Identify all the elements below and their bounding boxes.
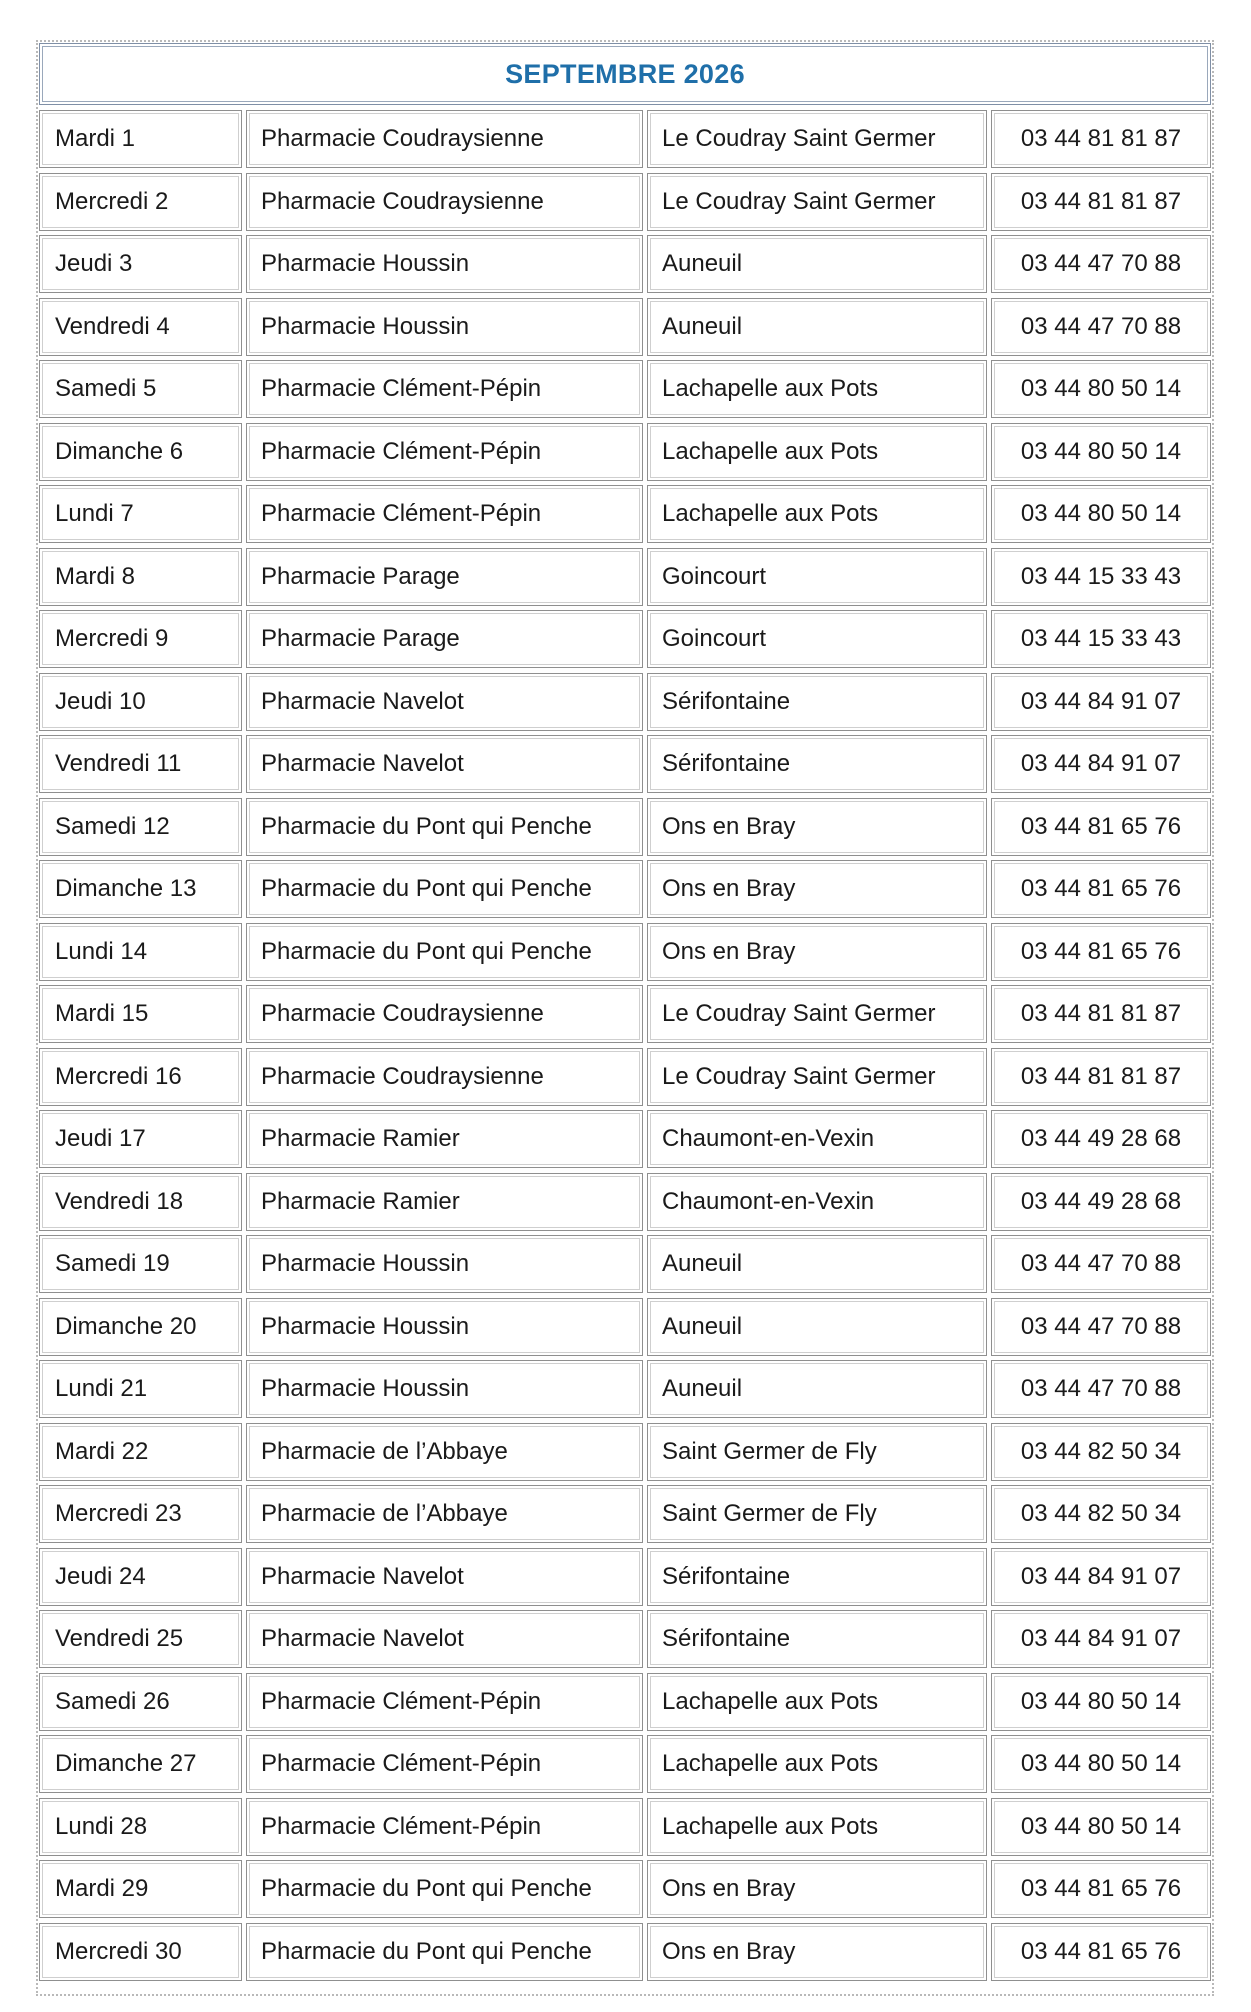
phone-cell: 03 44 81 65 76 [991, 798, 1211, 856]
town-cell: Lachapelle aux Pots [647, 423, 987, 481]
day-cell: Samedi 12 [39, 798, 242, 856]
town-cell: Goincourt [647, 610, 987, 668]
day-cell: Lundi 14 [39, 923, 242, 981]
pharmacy-name-cell: Pharmacie Navelot [246, 735, 643, 793]
town-cell: Ons en Bray [647, 1860, 987, 1918]
phone-cell: 03 44 81 81 87 [991, 110, 1211, 168]
town-cell: Lachapelle aux Pots [647, 360, 987, 418]
phone-cell: 03 44 84 91 07 [991, 673, 1211, 731]
town-cell: Saint Germer de Fly [647, 1423, 987, 1481]
phone-cell: 03 44 15 33 43 [991, 548, 1211, 606]
town-cell: Auneuil [647, 1360, 987, 1418]
table-row [39, 1798, 1211, 1856]
table-row [39, 1360, 1211, 1418]
phone-cell: 03 44 80 50 14 [991, 1735, 1211, 1793]
day-cell: Mardi 29 [39, 1860, 242, 1918]
phone-cell: 03 44 80 50 14 [991, 1673, 1211, 1731]
town-cell: Auneuil [647, 235, 987, 293]
town-cell: Auneuil [647, 298, 987, 356]
town-cell: Lachapelle aux Pots [647, 1735, 987, 1793]
table-row [39, 1423, 1211, 1481]
table-row [39, 1110, 1211, 1168]
phone-cell: 03 44 81 65 76 [991, 860, 1211, 918]
table-row [39, 735, 1211, 793]
day-cell: Samedi 19 [39, 1235, 242, 1293]
pharmacy-name-cell: Pharmacie Ramier [246, 1110, 643, 1168]
pharmacy-name-cell: Pharmacie du Pont qui Penche [246, 923, 643, 981]
town-cell: Sérifontaine [647, 1548, 987, 1606]
town-cell: Ons en Bray [647, 798, 987, 856]
town-cell: Le Coudray Saint Germer [647, 173, 987, 231]
phone-cell: 03 44 82 50 34 [991, 1423, 1211, 1481]
pharmacy-name-cell: Pharmacie Navelot [246, 1548, 643, 1606]
pharmacy-name-cell: Pharmacie Coudraysienne [246, 110, 643, 168]
phone-cell: 03 44 47 70 88 [991, 1298, 1211, 1356]
day-cell: Mercredi 2 [39, 173, 242, 231]
town-cell: Le Coudray Saint Germer [647, 985, 987, 1043]
title-box [39, 43, 1211, 105]
town-cell: Auneuil [647, 1298, 987, 1356]
town-cell: Sérifontaine [647, 735, 987, 793]
town-cell: Goincourt [647, 548, 987, 606]
day-cell: Mardi 1 [39, 110, 242, 168]
table-row [39, 423, 1211, 481]
town-cell: Lachapelle aux Pots [647, 1798, 987, 1856]
table-row [39, 1485, 1211, 1543]
day-cell: Jeudi 17 [39, 1110, 242, 1168]
day-cell: Dimanche 27 [39, 1735, 242, 1793]
day-cell: Jeudi 3 [39, 235, 242, 293]
phone-cell: 03 44 81 65 76 [991, 923, 1211, 981]
pharmacy-name-cell: Pharmacie Houssin [246, 1235, 643, 1293]
table-row [39, 1673, 1211, 1731]
table-row [39, 860, 1211, 918]
table-row [39, 610, 1211, 668]
phone-cell: 03 44 84 91 07 [991, 735, 1211, 793]
town-cell: Chaumont-en-Vexin [647, 1173, 987, 1231]
phone-cell: 03 44 80 50 14 [991, 1798, 1211, 1856]
pharmacy-name-cell: Pharmacie Houssin [246, 298, 643, 356]
phone-cell: 03 44 49 28 68 [991, 1110, 1211, 1168]
day-cell: Mardi 8 [39, 548, 242, 606]
phone-cell: 03 44 47 70 88 [991, 1360, 1211, 1418]
pharmacy-name-cell: Pharmacie du Pont qui Penche [246, 1923, 643, 1981]
town-cell: Sérifontaine [647, 673, 987, 731]
table-row [39, 1548, 1211, 1606]
table-row [39, 1235, 1211, 1293]
day-cell: Jeudi 24 [39, 1548, 242, 1606]
day-cell: Vendredi 4 [39, 298, 242, 356]
pharmacy-name-cell: Pharmacie Navelot [246, 1610, 643, 1668]
phone-cell: 03 44 81 81 87 [991, 173, 1211, 231]
pharmacy-name-cell: Pharmacie de l’Abbaye [246, 1485, 643, 1543]
day-cell: Samedi 26 [39, 1673, 242, 1731]
phone-cell: 03 44 80 50 14 [991, 360, 1211, 418]
town-cell: Ons en Bray [647, 1923, 987, 1981]
town-cell: Lachapelle aux Pots [647, 485, 987, 543]
pharmacy-name-cell: Pharmacie Navelot [246, 673, 643, 731]
table-row [39, 1923, 1211, 1981]
day-cell: Dimanche 20 [39, 1298, 242, 1356]
table-row [39, 360, 1211, 418]
day-cell: Samedi 5 [39, 360, 242, 418]
pharmacy-name-cell: Pharmacie Coudraysienne [246, 985, 643, 1043]
pharmacy-name-cell: Pharmacie Clément-Pépin [246, 360, 643, 418]
table-row [39, 298, 1211, 356]
page-title: SEPTEMBRE 2026 [505, 58, 745, 89]
phone-cell: 03 44 84 91 07 [991, 1548, 1211, 1606]
phone-cell: 03 44 47 70 88 [991, 298, 1211, 356]
pharmacy-name-cell: Pharmacie de l’Abbaye [246, 1423, 643, 1481]
pharmacy-name-cell: Pharmacie Houssin [246, 1298, 643, 1356]
table-row [39, 235, 1211, 293]
pharmacy-name-cell: Pharmacie Parage [246, 548, 643, 606]
day-cell: Jeudi 10 [39, 673, 242, 731]
town-cell: Chaumont-en-Vexin [647, 1110, 987, 1168]
day-cell: Mercredi 16 [39, 1048, 242, 1106]
duty-pharmacy-calendar [39, 43, 1211, 1985]
town-cell: Ons en Bray [647, 923, 987, 981]
phone-cell: 03 44 15 33 43 [991, 610, 1211, 668]
phone-cell: 03 44 81 81 87 [991, 985, 1211, 1043]
table-row [39, 923, 1211, 981]
phone-cell: 03 44 80 50 14 [991, 423, 1211, 481]
pharmacy-name-cell: Pharmacie Coudraysienne [246, 173, 643, 231]
pharmacy-name-cell: Pharmacie Houssin [246, 235, 643, 293]
phone-cell: 03 44 47 70 88 [991, 235, 1211, 293]
day-cell: Dimanche 6 [39, 423, 242, 481]
schedule-table [39, 110, 1211, 1981]
pharmacy-name-cell: Pharmacie Clément-Pépin [246, 485, 643, 543]
pharmacy-name-cell: Pharmacie du Pont qui Penche [246, 1860, 643, 1918]
pharmacy-name-cell: Pharmacie du Pont qui Penche [246, 798, 643, 856]
table-row [39, 1173, 1211, 1231]
phone-cell: 03 44 49 28 68 [991, 1173, 1211, 1231]
pharmacy-name-cell: Pharmacie Coudraysienne [246, 1048, 643, 1106]
phone-cell: 03 44 47 70 88 [991, 1235, 1211, 1293]
day-cell: Mardi 22 [39, 1423, 242, 1481]
day-cell: Vendredi 25 [39, 1610, 242, 1668]
pharmacy-name-cell: Pharmacie Clément-Pépin [246, 423, 643, 481]
day-cell: Mercredi 30 [39, 1923, 242, 1981]
phone-cell: 03 44 82 50 34 [991, 1485, 1211, 1543]
table-row [39, 673, 1211, 731]
pharmacy-name-cell: Pharmacie Clément-Pépin [246, 1673, 643, 1731]
table-row [39, 1048, 1211, 1106]
town-cell: Lachapelle aux Pots [647, 1673, 987, 1731]
day-cell: Mercredi 23 [39, 1485, 242, 1543]
phone-cell: 03 44 84 91 07 [991, 1610, 1211, 1668]
table-row [39, 1298, 1211, 1356]
pharmacy-name-cell: Pharmacie Clément-Pépin [246, 1798, 643, 1856]
pharmacy-name-cell: Pharmacie Clément-Pépin [246, 1735, 643, 1793]
town-cell: Ons en Bray [647, 860, 987, 918]
day-cell: Mercredi 9 [39, 610, 242, 668]
day-cell: Lundi 28 [39, 1798, 242, 1856]
table-row [39, 985, 1211, 1043]
town-cell: Le Coudray Saint Germer [647, 1048, 987, 1106]
table-row [39, 1610, 1211, 1668]
day-cell: Lundi 7 [39, 485, 242, 543]
pharmacy-name-cell: Pharmacie Houssin [246, 1360, 643, 1418]
town-cell: Sérifontaine [647, 1610, 987, 1668]
table-row [39, 173, 1211, 231]
day-cell: Mardi 15 [39, 985, 242, 1043]
pharmacy-name-cell: Pharmacie du Pont qui Penche [246, 860, 643, 918]
phone-cell: 03 44 81 65 76 [991, 1860, 1211, 1918]
day-cell: Lundi 21 [39, 1360, 242, 1418]
day-cell: Vendredi 18 [39, 1173, 242, 1231]
pharmacy-name-cell: Pharmacie Ramier [246, 1173, 643, 1231]
pharmacy-name-cell: Pharmacie Parage [246, 610, 643, 668]
town-cell: Le Coudray Saint Germer [647, 110, 987, 168]
day-cell: Dimanche 13 [39, 860, 242, 918]
phone-cell: 03 44 81 81 87 [991, 1048, 1211, 1106]
table-row [39, 1735, 1211, 1793]
town-cell: Auneuil [647, 1235, 987, 1293]
table-row [39, 110, 1211, 168]
phone-cell: 03 44 81 65 76 [991, 1923, 1211, 1981]
town-cell: Saint Germer de Fly [647, 1485, 987, 1543]
day-cell: Vendredi 11 [39, 735, 242, 793]
phone-cell: 03 44 80 50 14 [991, 485, 1211, 543]
table-row [39, 548, 1211, 606]
table-row [39, 485, 1211, 543]
table-row [39, 1860, 1211, 1918]
table-row [39, 798, 1211, 856]
